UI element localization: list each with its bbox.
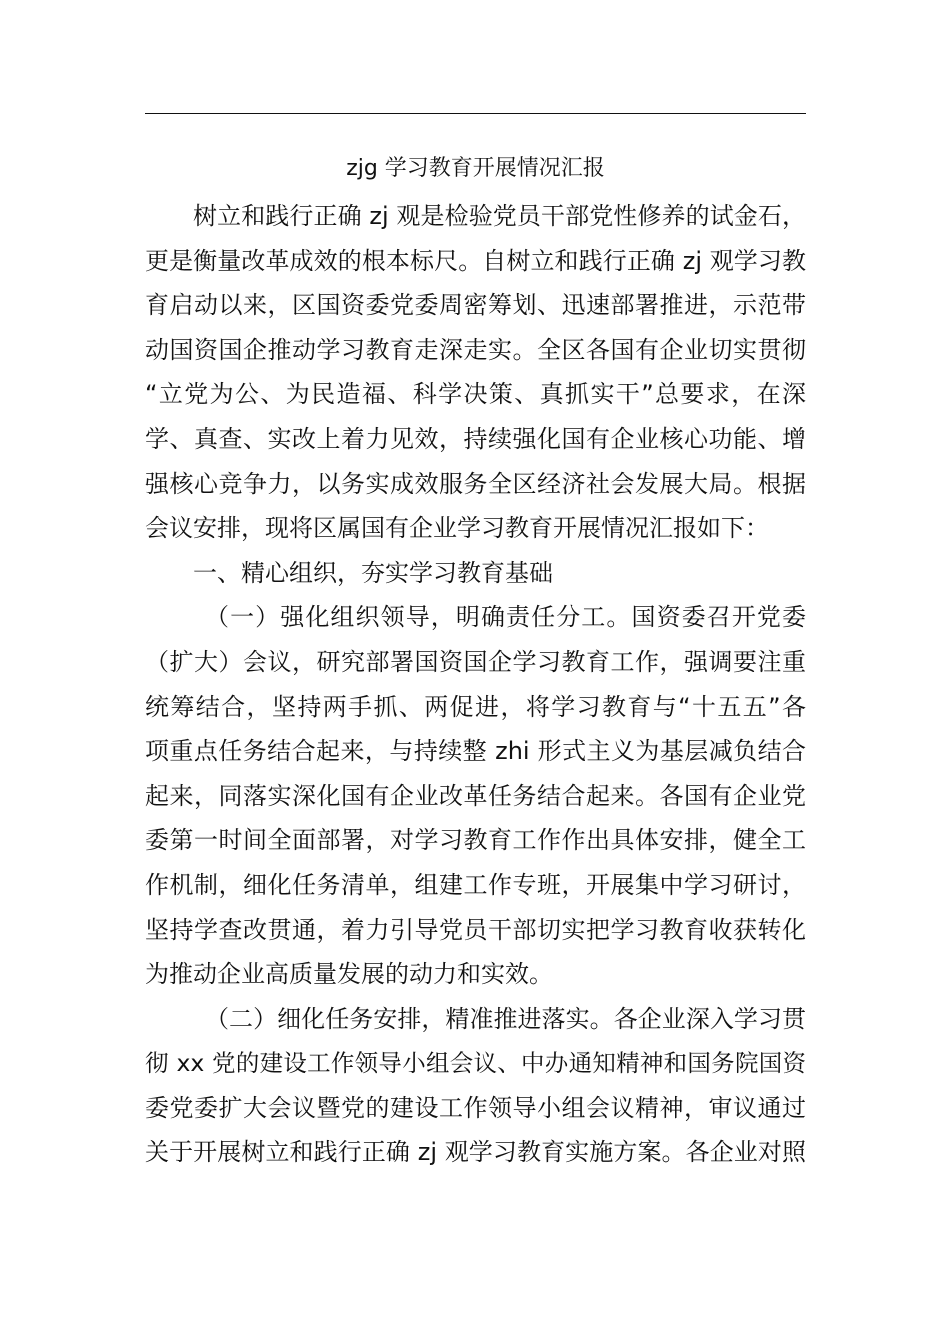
body-line: 委党委扩大会议暨党的建设工作领导小组会议精神，审议通过 — [145, 1093, 806, 1122]
body-line: （二）细化任务安排，精准推进落实。各企业深入学习贯 — [205, 1004, 806, 1033]
body-line: 委第一时间全面部署，对学习教育工作作出具体安排，健全工 — [145, 826, 806, 855]
body-line: 统筹结合，坚持两手抓、两促进，将学习教育与“十五五”各 — [145, 692, 806, 721]
body-line: 彻 xx 党的建设工作领导小组会议、中办通知精神和国务院国资 — [145, 1049, 806, 1078]
body-line: （扩大）会议，研究部署国资国企学习教育工作，强调要注重 — [145, 647, 806, 676]
body-line: 育启动以来，区国资委党委周密筹划、迅速部署推进，示范带 — [145, 291, 806, 320]
body-line: 坚持学查改贯通，着力引导党员干部切实把学习教育收获转化 — [145, 915, 806, 944]
body-line: 动国资国企推动学习教育走深走实。全区各国有企业切实贯彻 — [145, 335, 806, 364]
document-title: zjg 学习教育开展情况汇报 — [346, 156, 605, 181]
body-line: 树立和践行正确 zj 观是检验党员干部党性修养的试金石， — [193, 202, 806, 230]
header-rule — [145, 113, 806, 114]
body-line: 会议安排，现将区属国有企业学习教育开展情况汇报如下： — [145, 514, 769, 543]
body-line: 关于开展树立和践行正确 zj 观学习教育实施方案。各企业对照 — [145, 1138, 806, 1167]
body-line: 作机制，细化任务清单，组建工作专班，开展集中学习研讨， — [145, 870, 806, 899]
body-line: 为推动企业高质量发展的动力和实效。 — [145, 960, 553, 989]
body-line: 学、真查、实改上着力见效，持续强化国有企业核心功能、增 — [145, 424, 806, 453]
body-line: “立党为公、为民造福、科学决策、真抓实干”总要求，在深 — [145, 380, 806, 409]
body-line: 项重点任务结合起来，与持续整 zhi 形式主义为基层减负结合 — [145, 737, 806, 766]
body-line: 起来，同落实深化国有企业改革任务结合起来。各国有企业党 — [145, 781, 806, 810]
section-heading: 一、精心组织，夯实学习教育基础 — [193, 558, 553, 587]
body-line: 更是衡量改革成效的根本标尺。自树立和践行正确 zj 观学习教 — [145, 246, 806, 275]
body-line: （一）强化组织领导，明确责任分工。国资委召开党委 — [205, 603, 806, 632]
body-line: 强核心竞争力，以务实成效服务全区经济社会发展大局。根据 — [145, 469, 806, 498]
document-body — [145, 194, 806, 1175]
